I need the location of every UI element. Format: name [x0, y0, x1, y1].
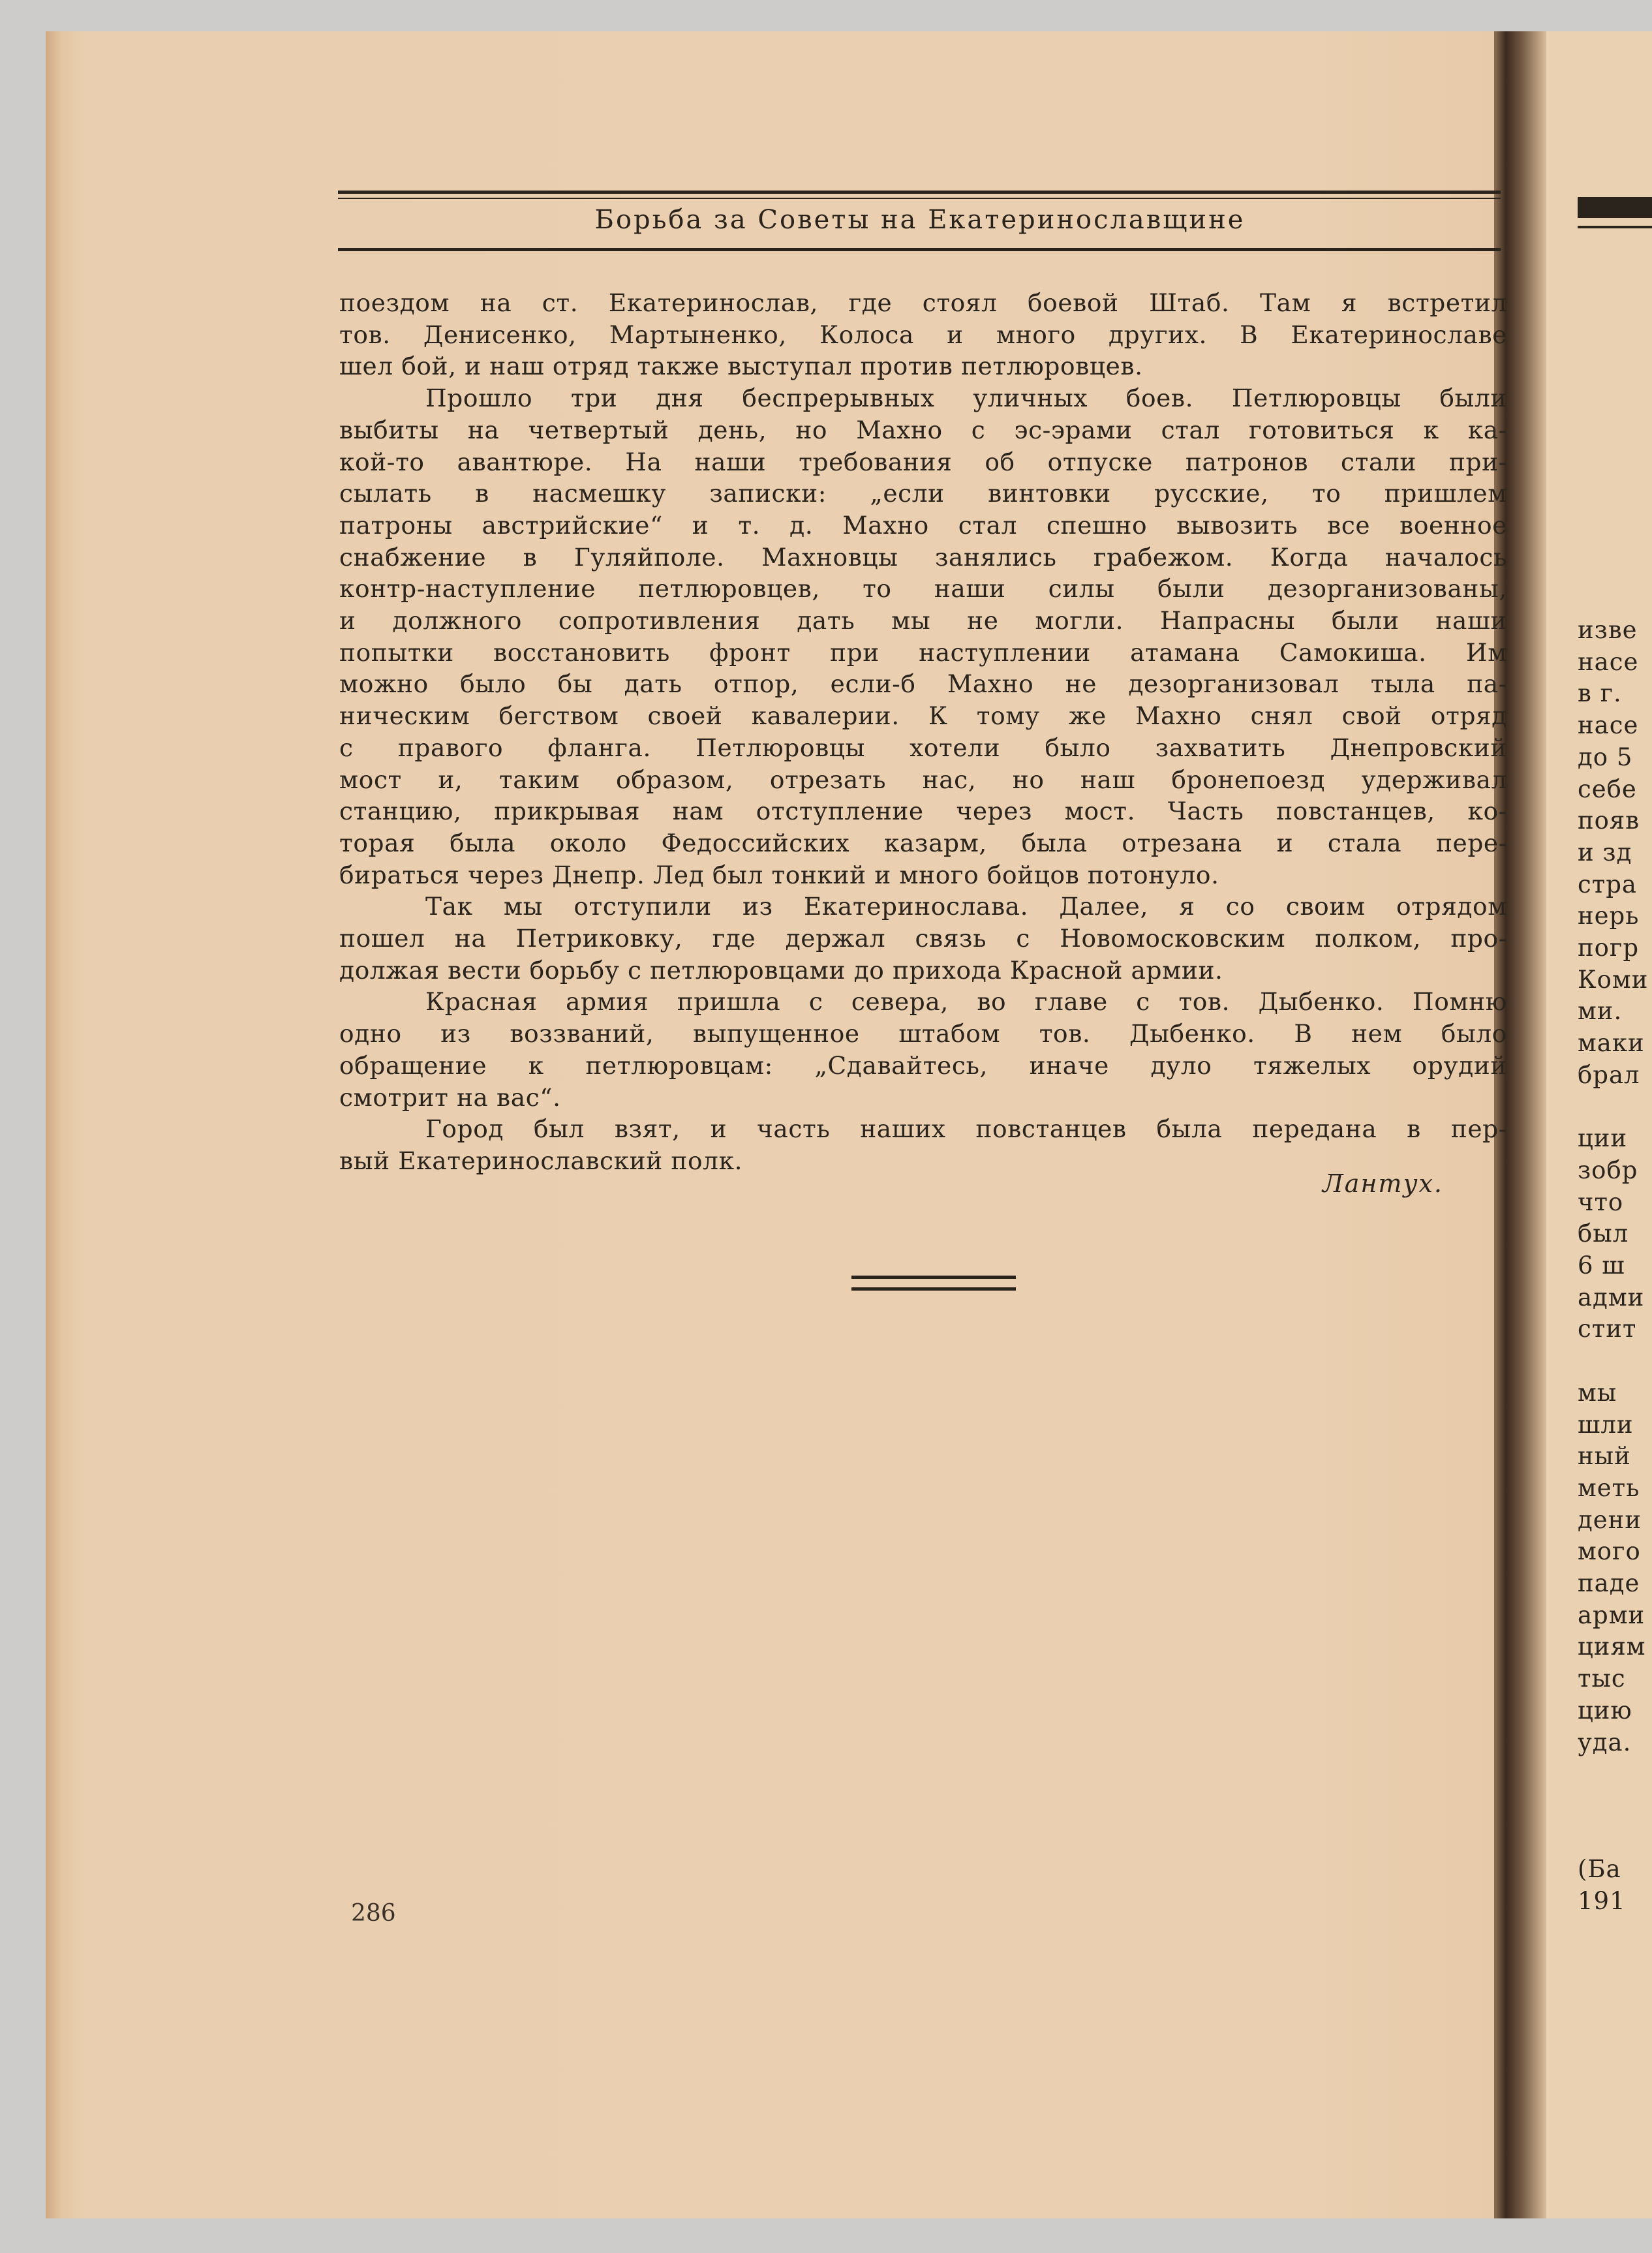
- facing-text-fragment: брал: [1578, 1060, 1640, 1089]
- facing-text-fragment: нерь: [1578, 902, 1640, 930]
- text-line: ническим бегством своей кавалерии. К тому же Махно снял свой отряд: [339, 701, 1507, 731]
- facing-text-fragment: стра: [1578, 870, 1637, 898]
- article-body: [339, 287, 1507, 1177]
- facing-text-fragment: до 5: [1578, 743, 1633, 771]
- text-line: и должного сопротивления дать мы не могли. Напрасны были наши: [339, 606, 1507, 636]
- facing-text-fragment: в г.: [1578, 679, 1622, 708]
- facing-text-fragment: тыс: [1578, 1664, 1626, 1693]
- text-line: можно было бы дать отпор, если-б Махно не дезорганизовал тыла па-: [339, 669, 1507, 699]
- facing-text-fragment: адми: [1578, 1283, 1645, 1311]
- facing-header-rule: [1578, 226, 1652, 228]
- text-line: мост и, таким образом, отрезать нас, но наш бронепоезд удерживал: [339, 765, 1507, 794]
- text-line: контр-наступление петлюровцев, то наши силы были дезорганизованы,: [339, 574, 1507, 604]
- facing-text-fragment: (Ба: [1578, 1855, 1621, 1884]
- facing-text-fragment: Коми: [1578, 965, 1649, 994]
- facing-text-fragment: шли: [1578, 1410, 1634, 1439]
- text-line: обращение к петлюровцам: „Сдавайтесь, иначе дуло тяжелых орудий: [339, 1050, 1507, 1080]
- facing-text-fragment: маки: [1578, 1029, 1645, 1058]
- facing-text-fragment: паде: [1578, 1569, 1640, 1597]
- facing-text-fragment: что: [1578, 1188, 1624, 1216]
- header-rule-top-thin: [338, 198, 1501, 199]
- facing-text-fragment: и зд: [1578, 838, 1632, 866]
- facing-text-fragment: арми: [1578, 1601, 1645, 1629]
- facing-text-fragment: появ: [1578, 806, 1640, 835]
- facing-text-fragment: стит: [1578, 1315, 1637, 1343]
- text-line: смотрит на вас“.: [339, 1082, 561, 1112]
- facing-text-fragment: себе: [1578, 774, 1637, 803]
- text-line: бираться через Днепр. Лед был тонкий и много бойцов потонуло.: [339, 860, 1219, 889]
- text-line: сылать в насмешку записки: „если винтовки русские, то пришлем: [339, 479, 1507, 508]
- facing-text-fragment: уда.: [1578, 1728, 1632, 1756]
- text-line: шел бой, и наш отряд также выступал против петлюровцев.: [339, 352, 1143, 381]
- text-line: Красная армия пришла с севера, во главе с тов. Дыбенко. Помню: [425, 987, 1507, 1017]
- text-line: одно из воззваний, выпущенное штабом тов. Дыбенко. В нем было: [339, 1019, 1507, 1049]
- running-head: Борьба за Советы на Екатеринославщине: [594, 205, 1246, 235]
- text-line: вый Екатеринославский полк.: [339, 1146, 743, 1175]
- text-line: поездом на ст. Екатеринослав, где стоял боевой Штаб. Там я встретил: [339, 288, 1507, 317]
- text-line: выбиты на четвертый день, но Махно с эс-эрами стал готовиться к ка-: [339, 415, 1507, 444]
- facing-text-fragment: дени: [1578, 1505, 1642, 1534]
- facing-text-fragment: циям: [1578, 1632, 1646, 1661]
- facing-text-fragment: ции: [1578, 1124, 1628, 1153]
- text-line: снабжение в Гуляйполе. Махновцы занялись грабежом. Когда началось: [339, 542, 1507, 572]
- facing-text-fragment: меть: [1578, 1473, 1640, 1502]
- text-line: патроны австрийские“ и т. д. Махно стал спешно вывозить все военное: [339, 510, 1507, 540]
- facing-text-fragment: был: [1578, 1219, 1629, 1248]
- text-line: Так мы отступили из Екатеринослава. Далее, я со своим отрядом: [425, 892, 1507, 921]
- text-line: кой-то авантюре. На наши требования об отпуске патронов стали при-: [339, 447, 1507, 476]
- text-line: пошел на Петриковку, где держал связь с Новомосковским полком, про-: [339, 924, 1507, 953]
- facing-text-fragment: цию: [1578, 1696, 1632, 1724]
- facing-text-fragment: ми.: [1578, 997, 1623, 1026]
- author-signature: Лантух.: [1323, 1169, 1443, 1198]
- header-rule-top: [338, 191, 1501, 194]
- facing-text-fragment: мого: [1578, 1537, 1641, 1566]
- facing-text-fragment: мы: [1578, 1378, 1617, 1407]
- text-line: попытки восстановить фронт при наступлении атамана Самокиша. Им: [339, 637, 1507, 667]
- facing-text-fragment: зобр: [1578, 1156, 1638, 1184]
- facing-text-fragment: насе: [1578, 647, 1639, 676]
- book-page-right-facing: [1546, 31, 1652, 2218]
- facing-text-fragment: насе: [1578, 711, 1639, 740]
- facing-text-fragment: 191: [1578, 1887, 1626, 1915]
- facing-text-fragment: изве: [1578, 616, 1638, 644]
- page-number: 286: [351, 1900, 396, 1927]
- text-line: Город был взят, и часть наших повстанцев была передана в пер-: [425, 1114, 1507, 1144]
- facing-text-fragment: 6 ш: [1578, 1251, 1625, 1280]
- end-ornament-rule-1: [851, 1276, 1016, 1279]
- facing-text-fragment: погр: [1578, 934, 1640, 962]
- end-ornament-rule-2: [851, 1287, 1016, 1291]
- text-line: Прошло три дня беспрерывных уличных боев. Петлюровцы были: [425, 384, 1507, 413]
- facing-text-fragment: ный: [1578, 1442, 1631, 1471]
- facing-header-bar: [1578, 197, 1652, 218]
- text-line: с правого фланга. Петлюровцы хотели было захватить Днепровский: [339, 733, 1507, 762]
- text-line: станцию, прикрывая нам отступление через мост. Часть повстанцев, ко-: [339, 797, 1507, 826]
- text-line: торая была около Федоссийских казарм, была отрезана и стала пере-: [339, 828, 1507, 857]
- header-rule-bottom: [338, 248, 1501, 251]
- text-line: должая вести борьбу с петлюровцами до прихода Красной армии.: [339, 955, 1223, 985]
- text-line: тов. Денисенко, Мартыненко, Колоса и много других. В Екатеринославе: [339, 320, 1507, 349]
